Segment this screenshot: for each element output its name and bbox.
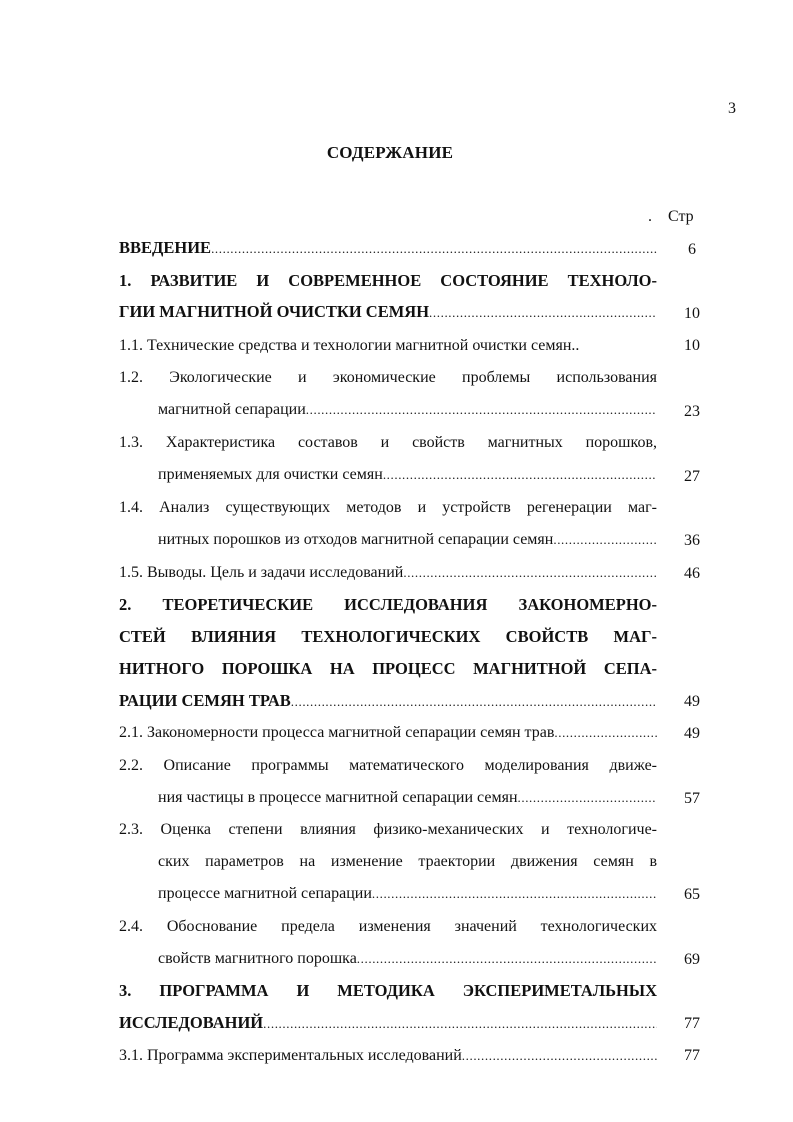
toc-entry-text: ВВЕДЕНИЕ (119, 238, 212, 257)
toc-entry-1-1[interactable]: 1.1. Технические средства и технологии магнитной очистки семян.. (119, 337, 580, 354)
toc-entry-1-4-cont[interactable] (158, 530, 657, 550)
toc-leader-dots (554, 723, 657, 743)
toc-entry-text: ИССЛЕДОВАНИЙ (119, 1013, 264, 1032)
toc-page-number: 49 (684, 693, 700, 710)
toc-entry-3-1[interactable] (119, 1046, 657, 1066)
toc-leader-dots (291, 692, 657, 712)
toc-entry-1-3[interactable]: 1.3. Характеристика составов и свойств магнитных порошков, (119, 434, 657, 451)
toc-entry-chapter-1[interactable]: 1. РАЗВИТИЕ И СОВРЕМЕННОЕ СОСТОЯНИЕ ТЕХНОЛО- (119, 271, 657, 290)
toc-entry-2-3-cont-2[interactable] (158, 884, 657, 904)
toc-page-number: 23 (684, 403, 700, 420)
toc-entry-text: ГИИ МАГНИТНОЙ ОЧИСТКИ СЕМЯН (119, 302, 430, 321)
toc-page-number: 6 (688, 241, 696, 258)
toc-leader-dots (403, 563, 657, 583)
toc-leader-dots (211, 239, 657, 259)
toc-entry-1-2-cont[interactable] (158, 400, 657, 420)
toc-entry-chapter-3[interactable]: 3. ПРОГРАММА И МЕТОДИКА ЭКСПЕРИМЕТАЛЬНЫХ (119, 981, 657, 1000)
page-title: СОДЕРЖАНИЕ (326, 143, 454, 162)
toc-page-number: 27 (684, 468, 700, 485)
toc-leader-dots (306, 400, 657, 420)
page-number: 3 (728, 100, 736, 117)
toc-entry-text: нитных порошков из отходов магнитной сепарации семян (158, 531, 554, 548)
toc-entry-text: ния частицы в процессе магнитной сепарации семян (158, 789, 518, 806)
toc-entry-text: процессе магнитной сепарации (158, 885, 372, 902)
toc-leader-dots (462, 1046, 657, 1066)
toc-page-number: 49 (684, 725, 700, 742)
toc-entry-chapter-2[interactable]: 2. ТЕОРЕТИЧЕСКИЕ ИССЛЕДОВАНИЯ ЗАКОНОМЕРНО- (119, 595, 657, 614)
toc-entry-2-4-cont[interactable] (158, 949, 657, 969)
page-column-header (648, 208, 694, 226)
toc-entry-1-2[interactable]: 1.2. Экологические и экономические проблемы использования (119, 369, 657, 386)
toc-entry-chapter-2-cont-1[interactable]: СТЕЙ ВЛИЯНИЯ ТЕХНОЛОГИЧЕСКИХ СВОЙСТВ МАГ- (119, 627, 657, 646)
toc-entry-chapter-2-cont-2[interactable]: НИТНОГО ПОРОШКА НА ПРОЦЕСС МАГНИТНОЙ СЕПА- (119, 659, 657, 678)
toc-entry-text: 3.1. Программа экспериментальных исследований (119, 1047, 462, 1064)
toc-entry-chapter-3-cont[interactable] (119, 1013, 657, 1034)
toc-entry-2-2[interactable]: 2.2. Описание программы математического моделирования движе- (119, 757, 657, 774)
toc-page-number: 46 (684, 565, 700, 582)
toc-entry-1-4[interactable]: 1.4. Анализ существующих методов и устройств регенерации маг- (119, 499, 657, 516)
toc-page-number: 77 (684, 1047, 700, 1064)
toc-entry-text: магнитной сепарации (158, 401, 306, 418)
toc-entry-intro[interactable] (119, 238, 657, 259)
toc-entry-1-5[interactable] (119, 563, 657, 583)
toc-leader-dots (518, 788, 658, 808)
toc-entry-2-3-cont-1[interactable]: ских параметров на изменение траектории движения семян в (158, 853, 657, 870)
toc-leader-dots (383, 465, 657, 485)
toc-entry-2-4[interactable]: 2.4. Обоснование предела изменения значений технологических (119, 918, 657, 935)
toc-page-number: 10 (684, 305, 700, 322)
toc-entry-chapter-1-cont[interactable] (119, 302, 657, 323)
toc-leader-dots (372, 884, 657, 904)
toc-page-number: 65 (684, 886, 700, 903)
toc-leader-dots (429, 303, 657, 323)
toc-entry-text: РАЦИИ СЕМЯН ТРАВ (119, 691, 291, 710)
toc-entry-2-1[interactable] (119, 723, 657, 743)
toc-leader-dots (553, 530, 657, 550)
toc-page-number: 36 (684, 532, 700, 549)
toc-entry-1-3-cont[interactable] (158, 465, 657, 485)
toc-page-number: 69 (684, 951, 700, 968)
toc-entry-text: свойств магнитного порошка (158, 950, 357, 967)
toc-page-number: 77 (684, 1015, 700, 1032)
column-header-dot: . (648, 208, 652, 225)
toc-page-number: 10 (684, 337, 700, 354)
toc-entry-chapter-2-cont-3[interactable] (119, 691, 657, 712)
toc-page-number: 57 (684, 790, 700, 807)
toc-entry-2-3[interactable]: 2.3. Оценка степени влияния физико-механических и технологиче- (119, 821, 657, 838)
toc-entry-2-2-cont[interactable] (158, 788, 657, 808)
column-header-label: Стр (668, 208, 694, 225)
toc-leader-dots (357, 949, 657, 969)
toc-entry-text: 1.5. Выводы. Цель и задачи исследований (119, 564, 404, 581)
toc-leader-dots (263, 1014, 657, 1034)
toc-entry-text: 2.1. Закономерности процесса магнитной сепарации семян трав (119, 724, 555, 741)
toc-entry-text: применяемых для очистки семян (158, 466, 383, 483)
